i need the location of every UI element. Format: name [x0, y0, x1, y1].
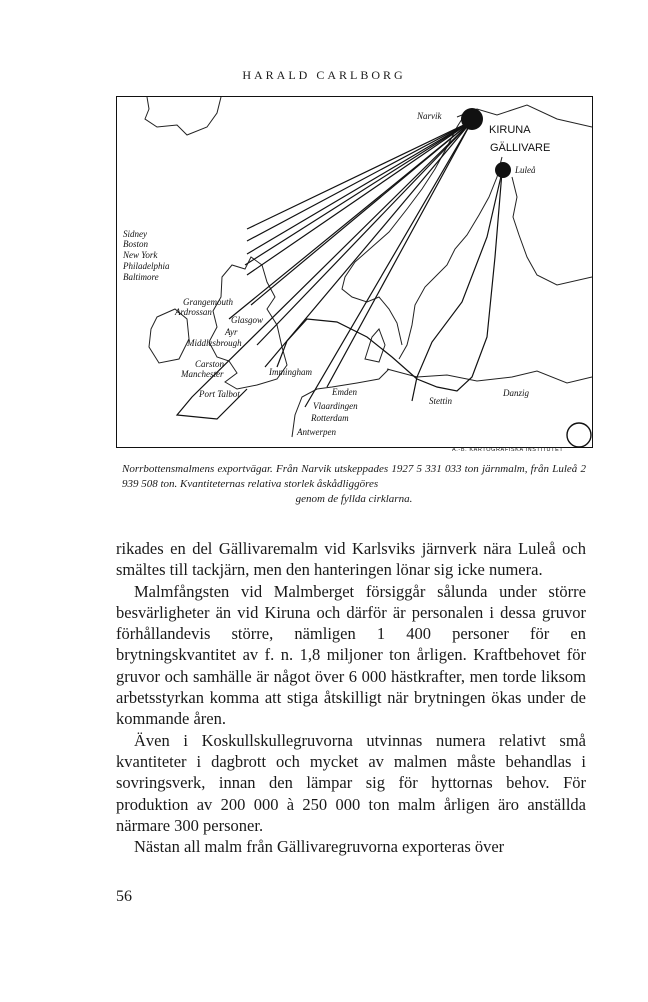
route-narvik-new-york [247, 121, 472, 254]
label-carston: Carston [195, 359, 225, 369]
label-emden: Emden [332, 387, 357, 397]
label-danzig: Danzig [503, 388, 530, 398]
label-lulea: Luleå [515, 165, 536, 175]
page-number: 56 [116, 888, 132, 905]
label-new-york: New York [123, 250, 158, 260]
caption-line-2: genom de fyllda cirklarna. [295, 493, 413, 505]
route-narvik-philadelphia [245, 121, 472, 265]
route-narvik-middlesbrough [257, 121, 472, 345]
label-philadelphia: Philadelphia [123, 261, 170, 271]
lulea-export-circle [495, 162, 511, 178]
coastline-finland [512, 177, 592, 285]
label-vlaardingen: Vlaardingen [313, 401, 358, 411]
label-narvik: Narvik [417, 111, 442, 121]
map-drawing [117, 97, 592, 447]
label-ardrossan: Ardrossan [175, 307, 212, 317]
export-route-map [116, 96, 593, 448]
label-manchester: Manchester [181, 369, 224, 379]
label-grangemouth: Grangemouth [183, 297, 233, 307]
label-kiruna: KIRUNA [489, 124, 531, 136]
paragraph: Nästan all malm från Gällivaregruvorna exporteras över [134, 837, 505, 857]
map-caption [122, 462, 586, 507]
paragraph: Malmfångsten vid Malmberget försiggår sålunda under större besvärligheter än vid Kiruna och därför är personalen i dessa gruvor förhållandevis större, nämligen 1 400 personer för en brytningskvantitet av f. n. 1,8 miljoner ton årligen. Kraftbehovet för gruvor och samhälle är något över 6 000 hästkrafter, men torde liksom arbetsstyrkan komma att stiga åtskilligt när brytningen ökas under de kommande åren. [116, 581, 586, 729]
caption-line-1: Norrbottensmalmens exportvägar. Från Narvik utskeppades 1927 5 331 033 ton järnmalm, från Luleå 2 939 508 ton. Kvantiteternas relativa storlek åskådliggöres [122, 463, 586, 490]
label-stettin: Stettin [429, 396, 452, 406]
label-gallivare: GÄLLIVARE [490, 142, 551, 154]
running-head: HARALD CARLBORG [242, 68, 406, 82]
route-narvik-emden [327, 121, 472, 387]
label-port-talbot: Port Talbot [199, 389, 240, 399]
route-narvik-boston [247, 121, 472, 241]
coastline-ireland [149, 309, 189, 363]
label-glasgow: Glasgow [231, 315, 264, 325]
body-text [116, 538, 586, 857]
label-boston: Boston [123, 239, 149, 249]
coastline-sweden [399, 157, 502, 359]
route-lulea-danzig [417, 172, 502, 391]
label-sidney: Sidney [123, 229, 147, 239]
route-narvik-baltimore [247, 121, 472, 275]
label-antwerpen: Antwerpen [297, 427, 336, 437]
paragraph: rikades en del Gällivaremalm vid Karlsviks järnverk nära Luleå och smältes till tackjärn, men den hanteringen lönar sig icke numera. [116, 539, 586, 580]
narvik-export-circle [461, 108, 483, 130]
label-rotterdam: Rotterdam [311, 413, 349, 423]
label-ayr: Ayr [225, 327, 238, 337]
paragraph: Även i Koskullskullegruvorna utvinnas numera relativt små kvantiteter i dagbrott och mycket av malmen måste behandlas i sovringsverk, innan den lämpar sig för hyttornas behov. För produktion av 200 000 à 250 000 ton malm årligen äro anställda närmare 300 personer. [116, 730, 586, 835]
map-credit: A.-B. KARTOGRAFISKA INSTITUTET [452, 447, 564, 453]
coastline-denmark [365, 329, 385, 362]
label-immingham: Immingham [269, 367, 312, 377]
label-baltimore: Baltimore [123, 272, 159, 282]
label-middlesbrough: Middlesbrough [187, 338, 242, 348]
coastline-greenland [145, 97, 221, 135]
publisher-seal [567, 423, 591, 447]
